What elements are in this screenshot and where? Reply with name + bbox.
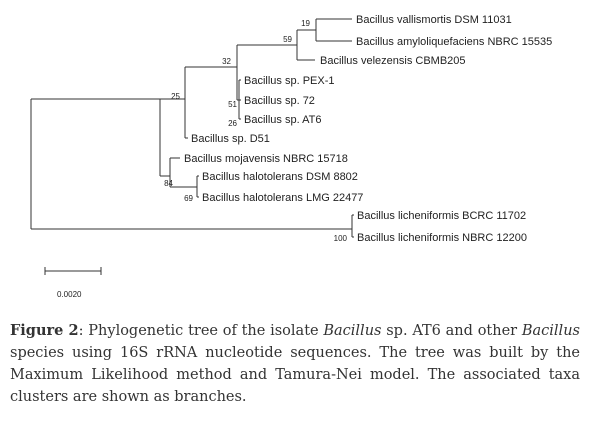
taxon-label: Bacillus mojavensis NBRC 15718 xyxy=(184,153,348,165)
bootstrap-value: 51 xyxy=(228,100,237,109)
caption-text: : Phylogenetic tree of the isolate xyxy=(78,323,324,339)
caption-text: sp. AT6 and other xyxy=(381,323,522,339)
figure-label: Figure 2 xyxy=(10,322,79,339)
caption-text: species using 16S rRNA nucleotide sequences. The tree was built by the Maximum Likelihood method and Tamura-Nei model. The associated taxa clusters are shown as branches. xyxy=(10,345,580,405)
taxon-label: Bacillus licheniformis NBRC 12200 xyxy=(357,232,527,244)
bootstrap-value: 84 xyxy=(164,179,173,188)
taxon-label: Bacillus velezensis CBMB205 xyxy=(320,55,466,67)
caption-italic: Bacillus xyxy=(521,323,580,339)
bootstrap-value: 59 xyxy=(283,35,292,44)
taxon-label: Bacillus halotolerans DSM 8802 xyxy=(202,171,358,183)
bootstrap-value: 25 xyxy=(171,92,180,101)
bootstrap-value: 69 xyxy=(184,194,193,203)
bootstrap-value: 19 xyxy=(301,19,310,28)
figure-caption xyxy=(10,320,580,408)
taxon-label: Bacillus sp. 72 xyxy=(244,95,315,107)
taxon-label: Bacillus vallismortis DSM 11031 xyxy=(356,14,512,26)
bootstrap-value: 100 xyxy=(333,234,347,243)
taxon-label: Bacillus halotolerans LMG 22477 xyxy=(202,192,364,204)
scale-bar-label: 0.0020 xyxy=(57,290,82,299)
caption-italic: Bacillus xyxy=(323,323,382,339)
taxon-label: Bacillus licheniformis BCRC 11702 xyxy=(357,210,527,222)
taxon-label: Bacillus sp. AT6 xyxy=(244,114,322,126)
taxon-label: Bacillus sp. D51 xyxy=(191,133,270,145)
taxon-label: Bacillus amyloliquefaciens NBRC 15535 xyxy=(356,36,553,48)
taxon-label: Bacillus sp. PEX-1 xyxy=(244,75,335,87)
bootstrap-value: 26 xyxy=(228,119,237,128)
scale-bar xyxy=(45,267,101,299)
bootstrap-value: 32 xyxy=(222,57,231,66)
